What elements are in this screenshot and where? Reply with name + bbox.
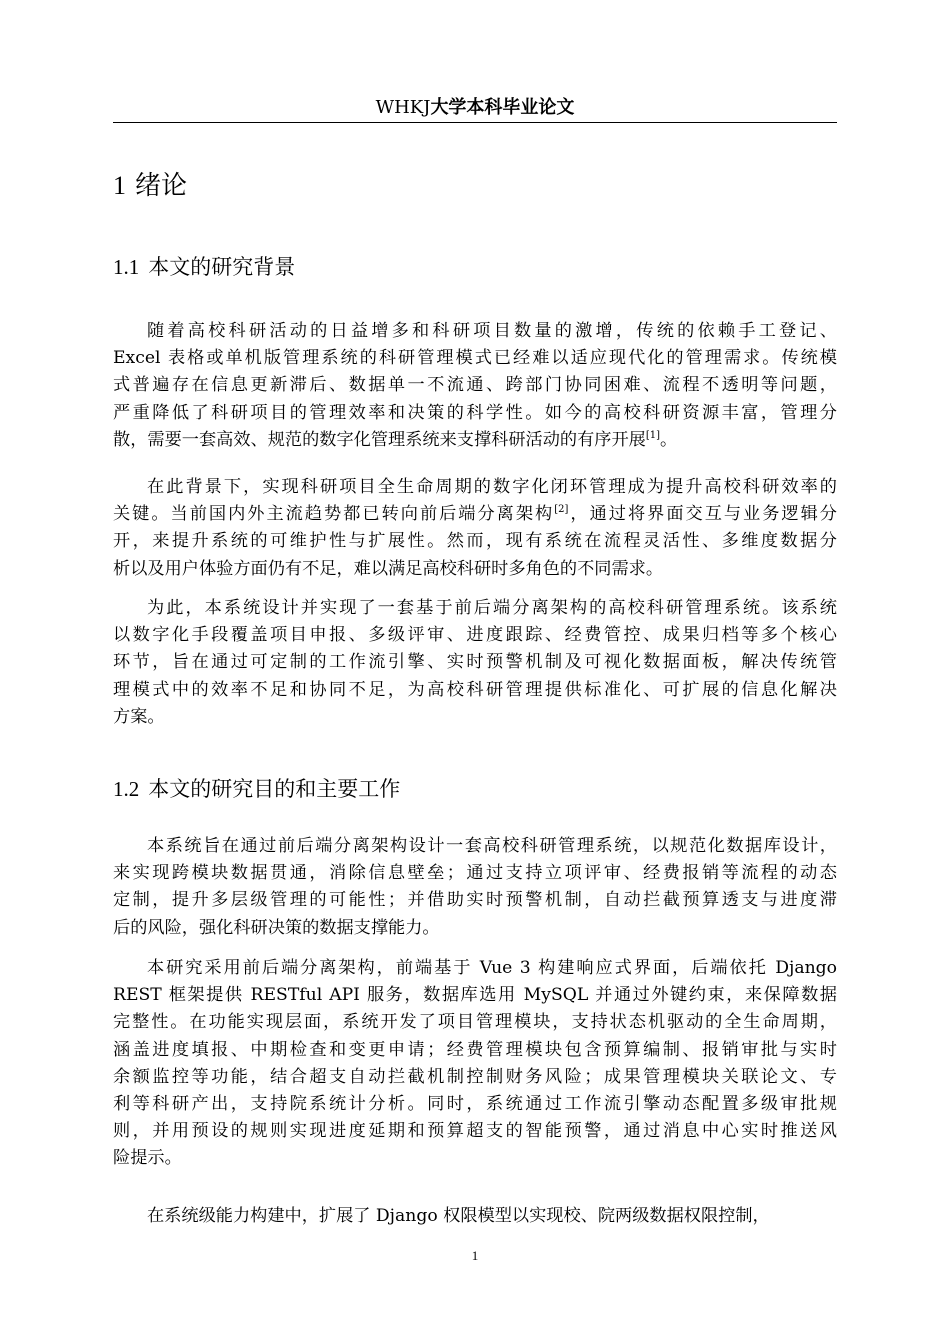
text-line: 开，来提升系统的可维护性与扩展性。然而，现有系统在流程灵活性、多维度数据分 [113, 531, 837, 552]
text-line: 完整性。在功能实现层面，系统开发了项目管理模块，支持状态机驱动的全生命周期， [113, 1012, 837, 1033]
paragraph [113, 595, 837, 731]
text-line [113, 427, 837, 454]
section-heading-1-2 [113, 774, 400, 804]
section-heading-1-1 [113, 252, 295, 282]
header-rule [113, 122, 837, 123]
header-title: 大学本科毕业论文 [430, 97, 575, 118]
text-line: Excel 表格或单机版管理系统的科研管理模式已经难以适应现代化的管理需求。传统模 [113, 348, 837, 369]
text-line: REST 框架提供 RESTful API 服务，数据库选用 MySQL 并通过外键约束，来保障数据 [113, 985, 837, 1006]
text-line: 析以及用户体验方面仍有不足，难以满足高校科研时多角色的不同需求。 [113, 558, 664, 579]
text-line: 方案。 [113, 706, 165, 727]
text-line: 涵盖进度填报、中期检查和变更申请；经费管理模块包含预算编制、报销审批与实时 [113, 1039, 837, 1060]
section-title: 本文的研究目的和主要工作 [148, 777, 401, 801]
header-latin: WHKJ [375, 97, 431, 118]
citation-ref: [2] [554, 504, 569, 516]
chapter-heading [113, 168, 187, 204]
citation-ref: [1] [645, 429, 660, 441]
chapter-title: 绪论 [135, 171, 188, 201]
text-line: 定制，提升多层级管理的可能性；并借助实时预警机制，自动拦截预算透支与进度滞 [113, 890, 837, 911]
text-run: 散，需要一套高效、规范的数字化管理系统来支撑科研活动的有序开展 [113, 429, 646, 450]
text-line [113, 501, 837, 528]
text-line: 后的风险，强化科研决策的数据支撑能力。 [113, 917, 440, 938]
section-title: 本文的研究背景 [148, 255, 296, 279]
text-run: 关键。当前国内外主流趋势都已转向前后端分离架构 [113, 504, 555, 525]
text-line: 则，并用预设的规则实现进度延期和预算超支的智能预警，通过消息中心实时推送风 [113, 1121, 837, 1142]
running-header [113, 94, 837, 122]
paragraph [113, 955, 837, 1173]
text-run: 。 [660, 429, 678, 450]
chapter-number: 1 [113, 171, 126, 200]
paragraph [113, 474, 837, 583]
text-line: 严重降低了科研项目的管理效率和决策的科学性。如今的高校科研资源丰富，管理分 [113, 402, 837, 423]
text-line: 本研究采用前后端分离架构，前端基于 Vue 3 构建响应式界面，后端依托 Django [147, 958, 837, 978]
paragraph [113, 833, 837, 942]
text-line: 来实现跨模块数据贯通，消除信息壁垒；通过支持立项评审、经费报销等流程的动态 [113, 863, 837, 884]
text-line: 在系统级能力构建中，扩展了 Django 权限模型以实现校、院两级数据权限控制， [147, 1206, 770, 1226]
paragraph [113, 318, 837, 454]
text-line: 以数字化手段覆盖项目申报、多级评审、进度跟踪、经费管控、成果归档等多个核心 [113, 625, 837, 646]
text-line: 在此背景下，实现科研项目全生命周期的数字化闭环管理成为提升高校科研效率的 [147, 477, 837, 497]
text-line: 理模式中的效率不足和协同不足，为高校科研管理提供标准化、可扩展的信息化解决 [113, 679, 837, 700]
text-line: 随着高校科研活动的日益增多和科研项目数量的激增，传统的依赖手工登记、 [147, 321, 837, 341]
section-number: 1.2 [113, 777, 140, 801]
text-run: ，通过将界面交互与业务逻辑分 [568, 504, 837, 525]
text-line: 式普遍存在信息更新滞后、数据单一不流通、跨部门协同困难、流程不透明等问题， [113, 375, 837, 396]
page-number: 1 [471, 1248, 479, 1263]
text-line: 险提示。 [113, 1148, 182, 1169]
section-number: 1.1 [113, 255, 140, 279]
paragraph [113, 1203, 837, 1230]
text-line: 余额监控等功能，结合超支自动拦截机制控制财务风险；成果管理模块关联论文、专 [113, 1066, 837, 1087]
text-line: 本系统旨在通过前后端分离架构设计一套高校科研管理系统，以规范化数据库设计， [147, 836, 837, 856]
text-line: 利等科研产出，支持院系统计分析。同时，系统通过工作流引擎动态配置多级审批规 [113, 1093, 837, 1114]
text-line: 环节，旨在通过可定制的工作流引擎、实时预警机制及可视化数据面板，解决传统管 [113, 652, 837, 673]
text-line: 为此，本系统设计并实现了一套基于前后端分离架构的高校科研管理系统。该系统 [147, 598, 837, 618]
